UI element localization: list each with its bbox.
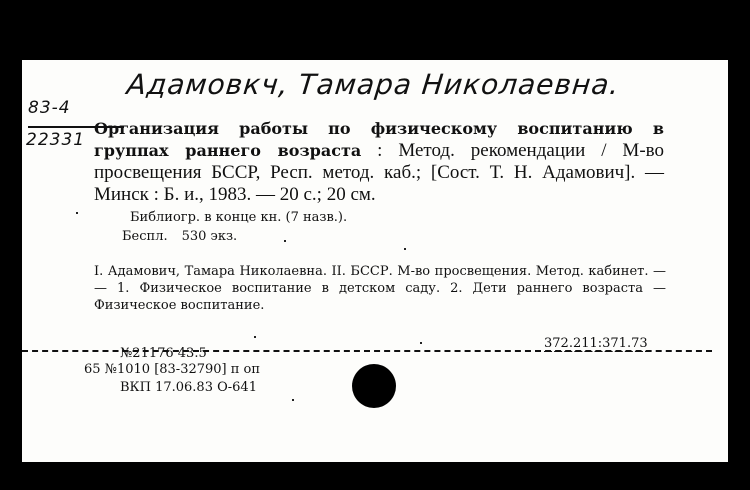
speck — [284, 240, 286, 242]
entry-description: : Метод. рекомендации / М-во просвещения БССР, Респ. метод. каб.; [Сост. Т. Н. Адамович]. — Минск : Б. и., 1983. — 20 с.; 20 см. — [94, 140, 664, 205]
speck — [420, 342, 422, 344]
price-copies-note — [122, 229, 251, 244]
speck — [404, 248, 406, 250]
speck — [254, 336, 256, 338]
entry-title: Организация работы по физическому воспитанию в группах раннего возраста — [94, 119, 664, 160]
handwritten-inventory-number: 22331 — [26, 130, 86, 150]
handwritten-author: Адамовкч, Тамара Николаевна. — [125, 68, 622, 101]
speck — [76, 212, 78, 214]
bibliographic-entry — [94, 118, 664, 206]
punch-hole — [352, 364, 396, 408]
speck — [292, 399, 294, 401]
handwritten-shelf-mark: 83-4 — [28, 98, 71, 118]
tracing-headings: I. Адамович, Тамара Николаевна. II. БССР. М-во просвещения. Метод. кабинет. — — 1. Физическое воспитание в детском саду. 2. Дети раннего возраста — Физическое воспитание. — [94, 264, 666, 313]
stat-line-2: 65 №1010 [83-32790] п оп — [84, 362, 261, 377]
bibliography-note: Библиогр. в конце кн. (7 назв.). — [130, 210, 348, 225]
catalog-card — [22, 60, 728, 462]
copies-note: 530 экз. — [181, 229, 238, 244]
udc-classification: 372.211:371.73 — [544, 336, 648, 351]
stat-line-1: №21176 43.5 — [120, 346, 207, 361]
stat-line-3: ВКП 17.06.83 О-641 — [120, 380, 257, 395]
price-note: Беспл. — [122, 229, 168, 244]
